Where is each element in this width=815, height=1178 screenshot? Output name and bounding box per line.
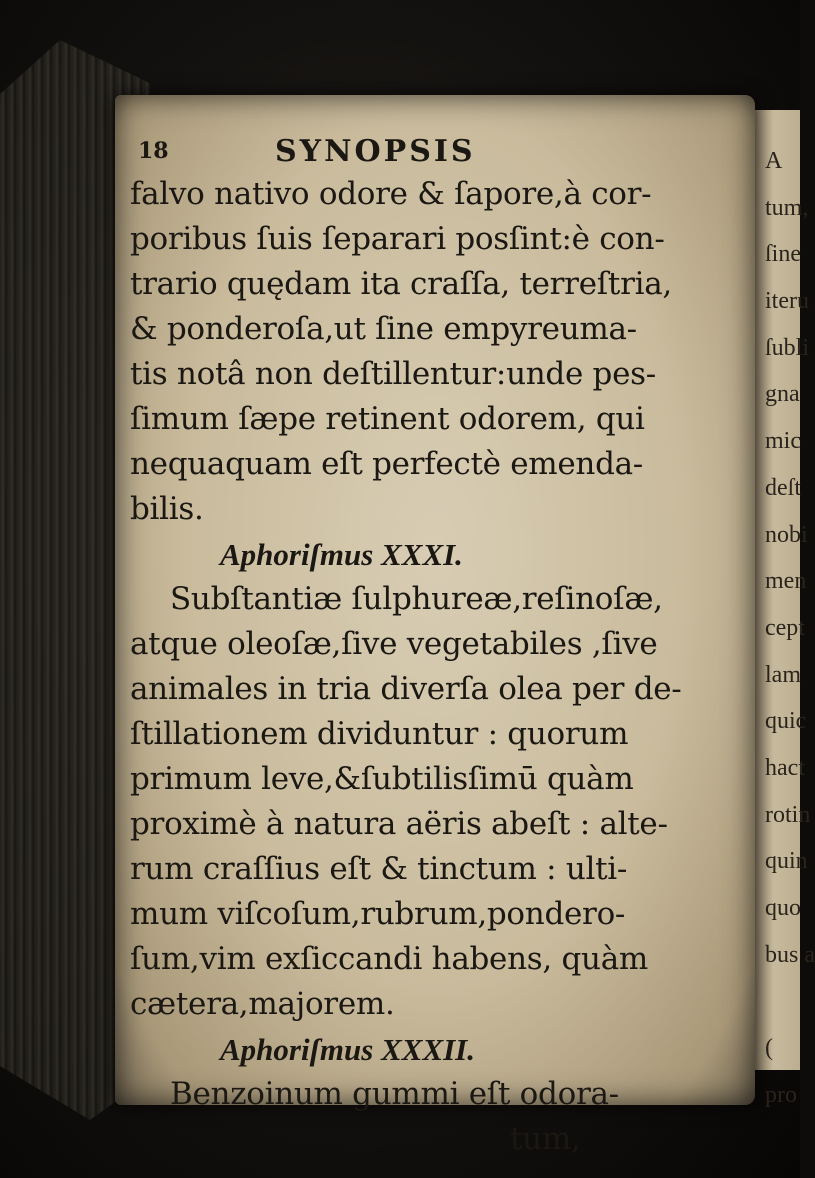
- running-head: [130, 130, 750, 172]
- facing-page-fragment: hact: [765, 754, 805, 781]
- text-line: atque oleoſæ,ſive vegetabiles ,ſive: [130, 626, 658, 662]
- facing-page-fragment: (: [765, 1035, 773, 1062]
- text-line: Subſtantiæ ſulphureæ,reſinoſæ,: [170, 581, 663, 617]
- text-line: rum craſſius eſt & tinctum : ulti-: [130, 851, 628, 887]
- facing-page-fragment: quin: [765, 848, 808, 875]
- text-line: tis notâ non deſtillentur:unde pes-: [130, 356, 656, 392]
- page-text: [130, 130, 750, 1162]
- facing-page-fragment: cept: [765, 614, 805, 641]
- text-line: Benzoinum gummi eſt odora-: [170, 1076, 619, 1112]
- aphorism-heading-32: Aphoriſmus XXXII.: [220, 1032, 475, 1067]
- facing-page-fragments: [755, 110, 815, 1118]
- text-line: proximè à natura aëris abeſt : alte-: [130, 806, 668, 842]
- aphorism-heading-31: Aphoriſmus XXXI.: [220, 537, 463, 572]
- facing-page-fragment: gna: [765, 381, 800, 408]
- text-line: ſum,vim exſiccandi habens, quàm: [130, 941, 648, 977]
- facing-page-fragment: tum,: [765, 194, 809, 221]
- facing-page-fragment: deſt: [765, 474, 801, 501]
- text-line: & ponderoſa,ut ſine empyreuma-: [130, 311, 637, 347]
- text-line: ſtillationem dividuntur : quorum: [130, 716, 629, 752]
- facing-page-fragment: ſine: [765, 241, 801, 268]
- aphorism-32-text: [130, 1072, 750, 1162]
- text-line: poribus ſuis ſeparari posſint:è con-: [130, 221, 665, 257]
- text-line: bilis.: [130, 491, 204, 527]
- facing-page-fragment: nobi: [765, 521, 808, 548]
- running-head-title: SYNOPSIS: [275, 134, 476, 169]
- text-line: falvo nativo odore & ſapore,à cor-: [130, 176, 652, 212]
- facing-page-fragment: A: [765, 148, 783, 174]
- facing-page-fragment: ſubli: [765, 334, 810, 361]
- facing-page-edge: [755, 110, 815, 1108]
- text-line: trario quędam ita craſſa, terreſtria,: [130, 266, 672, 302]
- text-line: ſimum ſæpe retinent odorem, qui: [130, 401, 645, 437]
- text-line: nequaquam eſt perfectè emenda-: [130, 446, 643, 482]
- text-line: animales in tria diverſa olea per de-: [130, 671, 682, 707]
- catchword: tum,: [510, 1121, 581, 1157]
- text-line: mum viſcoſum,rubrum,pondero-: [130, 896, 626, 932]
- text-line: cætera,majorem.: [130, 986, 395, 1022]
- facing-page-fragment: quo: [765, 895, 801, 921]
- paragraph-continuation: [130, 172, 750, 532]
- facing-page-fragment: [765, 978, 800, 1025]
- aphorism-31-text: [130, 577, 750, 1027]
- facing-page-fragment: quic: [765, 708, 807, 735]
- page-number: 18: [138, 138, 169, 164]
- facing-page-fragment: lam: [765, 661, 801, 688]
- text-line: primum leve,&ſubtilisſimū quàm: [130, 761, 634, 797]
- facing-page-fragment: pro: [765, 1081, 797, 1108]
- facing-page-fragment: men: [765, 568, 807, 595]
- facing-page-fragment: bus a: [765, 941, 815, 968]
- facing-page-fragment: rotin: [765, 801, 811, 828]
- facing-page-fragment: mic: [765, 428, 801, 455]
- facing-page-fragment: iteru: [765, 288, 809, 315]
